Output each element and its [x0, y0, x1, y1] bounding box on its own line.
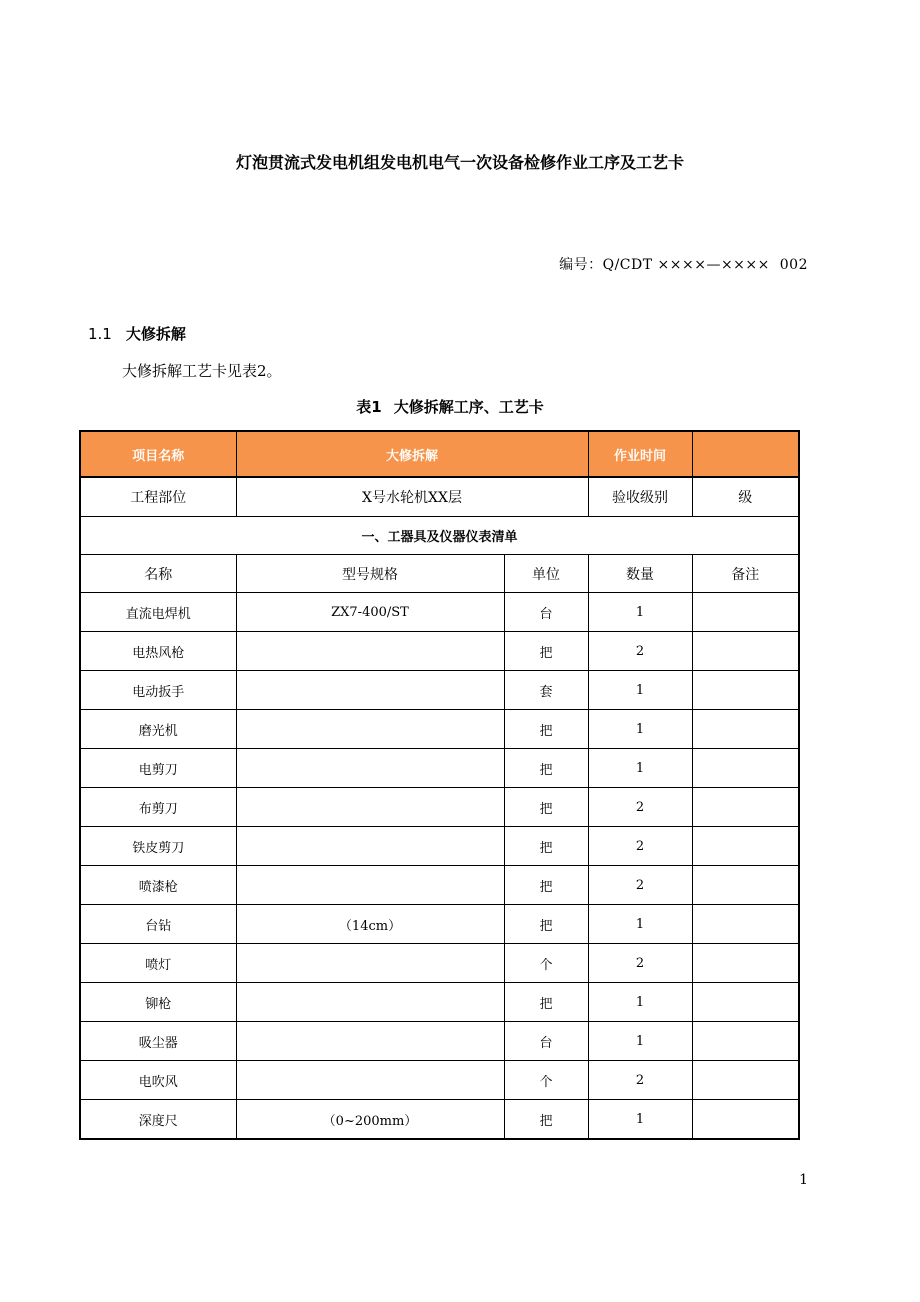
tool-note-cell — [692, 1061, 799, 1100]
tool-unit-cell: 把 — [504, 749, 588, 788]
tool-unit-cell: 个 — [504, 1061, 588, 1100]
tool-note-cell — [692, 1022, 799, 1061]
tool-spec-cell — [236, 983, 504, 1022]
column-header-spec: 型号规格 — [236, 555, 504, 593]
body-paragraph: 大修拆解工艺卡见表2。 — [122, 362, 282, 380]
tool-unit-cell: 套 — [504, 671, 588, 710]
tool-name-cell: 喷漆枪 — [80, 866, 236, 905]
tool-spec-cell: （0~200mm） — [236, 1100, 504, 1140]
tool-quantity-cell: 1 — [588, 983, 692, 1022]
tool-unit-cell: 把 — [504, 788, 588, 827]
tool-row — [80, 788, 799, 827]
tools-section-row — [80, 517, 799, 555]
section-heading — [88, 323, 186, 344]
column-header-unit: 单位 — [504, 555, 588, 593]
section-title: 大修拆解 — [125, 325, 186, 343]
column-header-name: 名称 — [80, 555, 236, 593]
tool-note-cell — [692, 632, 799, 671]
card-info-row — [80, 477, 799, 517]
tool-quantity-cell: 1 — [588, 1100, 692, 1140]
tool-row — [80, 632, 799, 671]
tool-quantity-cell: 1 — [588, 710, 692, 749]
tool-quantity-cell: 2 — [588, 632, 692, 671]
tool-spec-cell: （14cm） — [236, 905, 504, 944]
acceptance-level-label: 验收级别 — [588, 477, 692, 517]
tool-row — [80, 671, 799, 710]
work-time-value — [692, 431, 799, 477]
tool-quantity-cell: 2 — [588, 827, 692, 866]
tool-name-cell: 喷灯 — [80, 944, 236, 983]
tool-note-cell — [692, 710, 799, 749]
process-card-table — [79, 430, 800, 1140]
tool-quantity-cell: 2 — [588, 866, 692, 905]
section-number: 1.1 — [88, 325, 112, 343]
tool-quantity-cell: 2 — [588, 944, 692, 983]
tool-unit-cell: 个 — [504, 944, 588, 983]
tool-row — [80, 593, 799, 632]
tool-note-cell — [692, 671, 799, 710]
tool-name-cell: 电剪刀 — [80, 749, 236, 788]
tool-name-cell: 吸尘器 — [80, 1022, 236, 1061]
tool-unit-cell: 把 — [504, 632, 588, 671]
tool-unit-cell: 台 — [504, 593, 588, 632]
project-name-label: 项目名称 — [80, 431, 236, 477]
tool-row — [80, 1022, 799, 1061]
tool-row — [80, 710, 799, 749]
tool-note-cell — [692, 944, 799, 983]
tool-name-cell: 电热风枪 — [80, 632, 236, 671]
document-title: 灯泡贯流式发电机组发电机电气一次设备检修作业工序及工艺卡 — [235, 153, 684, 172]
tools-section-title: 一、工器具及仪器仪表清单 — [80, 517, 799, 555]
tool-spec-cell — [236, 866, 504, 905]
tool-quantity-cell: 2 — [588, 788, 692, 827]
tool-spec-cell — [236, 1061, 504, 1100]
tool-unit-cell: 把 — [504, 983, 588, 1022]
page-number: 1 — [799, 1172, 808, 1188]
tool-row — [80, 1061, 799, 1100]
tool-unit-cell: 把 — [504, 1100, 588, 1140]
tool-quantity-cell: 1 — [588, 1022, 692, 1061]
tool-row — [80, 749, 799, 788]
project-name-value: 大修拆解 — [236, 431, 588, 477]
tool-name-cell: 深度尺 — [80, 1100, 236, 1140]
column-header-quantity: 数量 — [588, 555, 692, 593]
tool-row — [80, 944, 799, 983]
tool-row — [80, 983, 799, 1022]
tool-name-cell: 台钻 — [80, 905, 236, 944]
tool-row — [80, 866, 799, 905]
project-part-value: X号水轮机XX层 — [236, 477, 588, 517]
tool-quantity-cell: 1 — [588, 905, 692, 944]
tool-unit-cell: 把 — [504, 827, 588, 866]
tool-quantity-cell: 1 — [588, 593, 692, 632]
tool-spec-cell — [236, 632, 504, 671]
acceptance-level-value: 级 — [692, 477, 799, 517]
tool-unit-cell: 把 — [504, 710, 588, 749]
tool-note-cell — [692, 1100, 799, 1140]
tool-note-cell — [692, 827, 799, 866]
tool-name-cell: 布剪刀 — [80, 788, 236, 827]
tool-unit-cell: 把 — [504, 866, 588, 905]
tool-note-cell — [692, 788, 799, 827]
tool-unit-cell: 台 — [504, 1022, 588, 1061]
table-caption-text: 大修拆解工序、工艺卡 — [393, 398, 544, 416]
tool-quantity-cell: 1 — [588, 749, 692, 788]
tool-name-cell: 铁皮剪刀 — [80, 827, 236, 866]
card-header-row — [80, 431, 799, 477]
tool-row — [80, 1100, 799, 1140]
tool-note-cell — [692, 905, 799, 944]
tools-column-header-row — [80, 555, 799, 593]
tool-name-cell: 磨光机 — [80, 710, 236, 749]
tool-unit-cell: 把 — [504, 905, 588, 944]
tool-spec-cell — [236, 671, 504, 710]
tool-name-cell: 电动扳手 — [80, 671, 236, 710]
tool-name-cell: 电吹风 — [80, 1061, 236, 1100]
tool-spec-cell — [236, 788, 504, 827]
column-header-note: 备注 — [692, 555, 799, 593]
tool-row — [80, 905, 799, 944]
table-caption — [0, 396, 900, 417]
tool-quantity-cell: 2 — [588, 1061, 692, 1100]
tool-spec-cell — [236, 1022, 504, 1061]
tool-note-cell — [692, 749, 799, 788]
tool-spec-cell — [236, 944, 504, 983]
project-part-label: 工程部位 — [80, 477, 236, 517]
work-time-label: 作业时间 — [588, 431, 692, 477]
tool-note-cell — [692, 983, 799, 1022]
tool-spec-cell — [236, 710, 504, 749]
table-caption-number: 表1 — [356, 398, 382, 416]
tool-spec-cell — [236, 827, 504, 866]
document-number: 编号：Q/CDT ××××—×××× 002 — [559, 257, 808, 273]
tool-quantity-cell: 1 — [588, 671, 692, 710]
tool-note-cell — [692, 866, 799, 905]
tool-row — [80, 827, 799, 866]
tool-spec-cell: ZX7-400/ST — [236, 593, 504, 632]
tool-spec-cell — [236, 749, 504, 788]
tool-note-cell — [692, 593, 799, 632]
tool-name-cell: 铆枪 — [80, 983, 236, 1022]
tool-name-cell: 直流电焊机 — [80, 593, 236, 632]
